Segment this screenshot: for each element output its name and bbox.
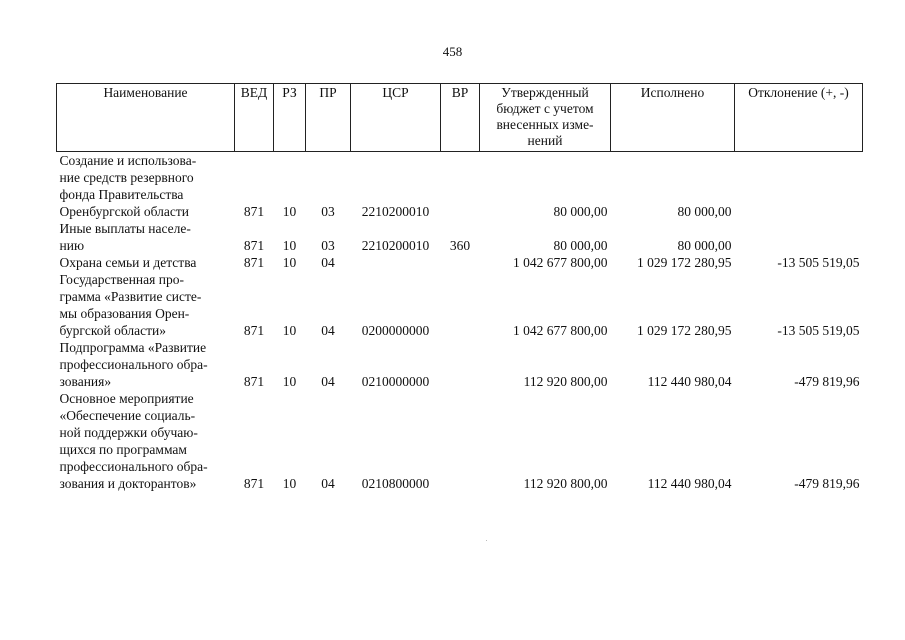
row-csr [351,254,441,271]
row-ved: 871 [243,255,265,270]
row-csr: 0210800000 [361,476,430,491]
header-approved: Утвержденный бюджет с учетом внесенных изме-нений [480,84,611,152]
row-executed: 1 029 172 280,95 [637,255,732,270]
row-ved: 871 [243,374,265,389]
row-executed: 1 029 172 280,95 [637,323,732,338]
row-name: Охрана семьи и детства [59,255,197,270]
row-approved: 1 042 677 800,00 [513,255,608,270]
row-name: Создание и использова- ние средств резервного фонда Правительства Оренбургской области [59,153,197,219]
row-deviation: -13 505 519,05 [777,255,860,270]
row-approved: 1 042 677 800,00 [513,323,608,338]
row-vr [441,271,480,339]
row-pr: 04 [321,255,335,270]
row-ved: 871 [243,204,265,219]
row-name: Иные выплаты населе- нию [59,221,191,253]
row-approved: 112 920 800,00 [523,374,608,389]
row-rz: 10 [282,323,297,338]
row-csr: 2210200010 [361,204,430,219]
row-executed: 80 000,00 [677,238,732,253]
header-rz: РЗ [274,84,306,152]
row-executed: 112 440 980,04 [647,374,732,389]
header-row [57,84,863,152]
row-deviation [735,152,863,221]
table-row [57,220,863,254]
table-row [57,339,863,390]
row-vr [441,339,480,390]
row-deviation: -479 819,96 [794,476,860,491]
header-executed: Исполнено [611,84,735,152]
row-pr: 04 [321,374,335,389]
row-pr: 04 [321,476,335,491]
row-csr: 2210200010 [361,238,430,253]
row-deviation: -479 819,96 [794,374,860,389]
row-rz: 10 [282,374,297,389]
row-rz: 10 [282,238,297,253]
row-rz: 10 [282,204,297,219]
row-name: Подпрограмма «Развитие профессионального обра- зования» [59,340,208,389]
header-csr: ЦСР [351,84,441,152]
header-deviation: Отклонение (+, -) [735,84,863,152]
row-executed: 80 000,00 [677,204,732,219]
row-pr: 04 [321,323,335,338]
row-rz: 10 [282,255,297,270]
row-rz: 10 [282,476,297,491]
row-vr [441,254,480,271]
row-vr: 360 [449,238,471,253]
header-ved: ВЕД [235,84,274,152]
table-row [57,271,863,339]
row-deviation: -13 505 519,05 [777,323,860,338]
header-vr: ВР [441,84,480,152]
row-csr: 0200000000 [361,323,430,338]
row-name: Основное мероприятие «Обеспечение социаль- ной поддержки обучаю- щихся по программам профессионального обра- зования и докторантов» [59,391,208,491]
table-row [57,254,863,271]
row-executed: 112 440 980,04 [647,476,732,491]
scan-speck [486,540,487,541]
header-pr: ПР [306,84,351,152]
row-approved: 80 000,00 [553,204,608,219]
row-approved: 112 920 800,00 [523,476,608,491]
row-name: Государственная про- грамма «Развитие систе- мы образования Орен- бургской области» [59,272,202,338]
row-approved: 80 000,00 [553,238,608,253]
row-ved: 871 [243,238,265,253]
row-vr [441,390,480,492]
table-row [57,390,863,492]
row-csr: 0210000000 [361,374,430,389]
page-number: 458 [442,44,463,59]
budget-table [56,83,863,492]
table-row [57,152,863,221]
row-ved: 871 [243,323,265,338]
row-pr: 03 [321,204,335,219]
row-deviation [735,220,863,254]
row-ved: 871 [243,476,265,491]
row-pr: 03 [321,238,335,253]
header-name: Наименование [57,84,235,152]
row-vr [441,152,480,221]
